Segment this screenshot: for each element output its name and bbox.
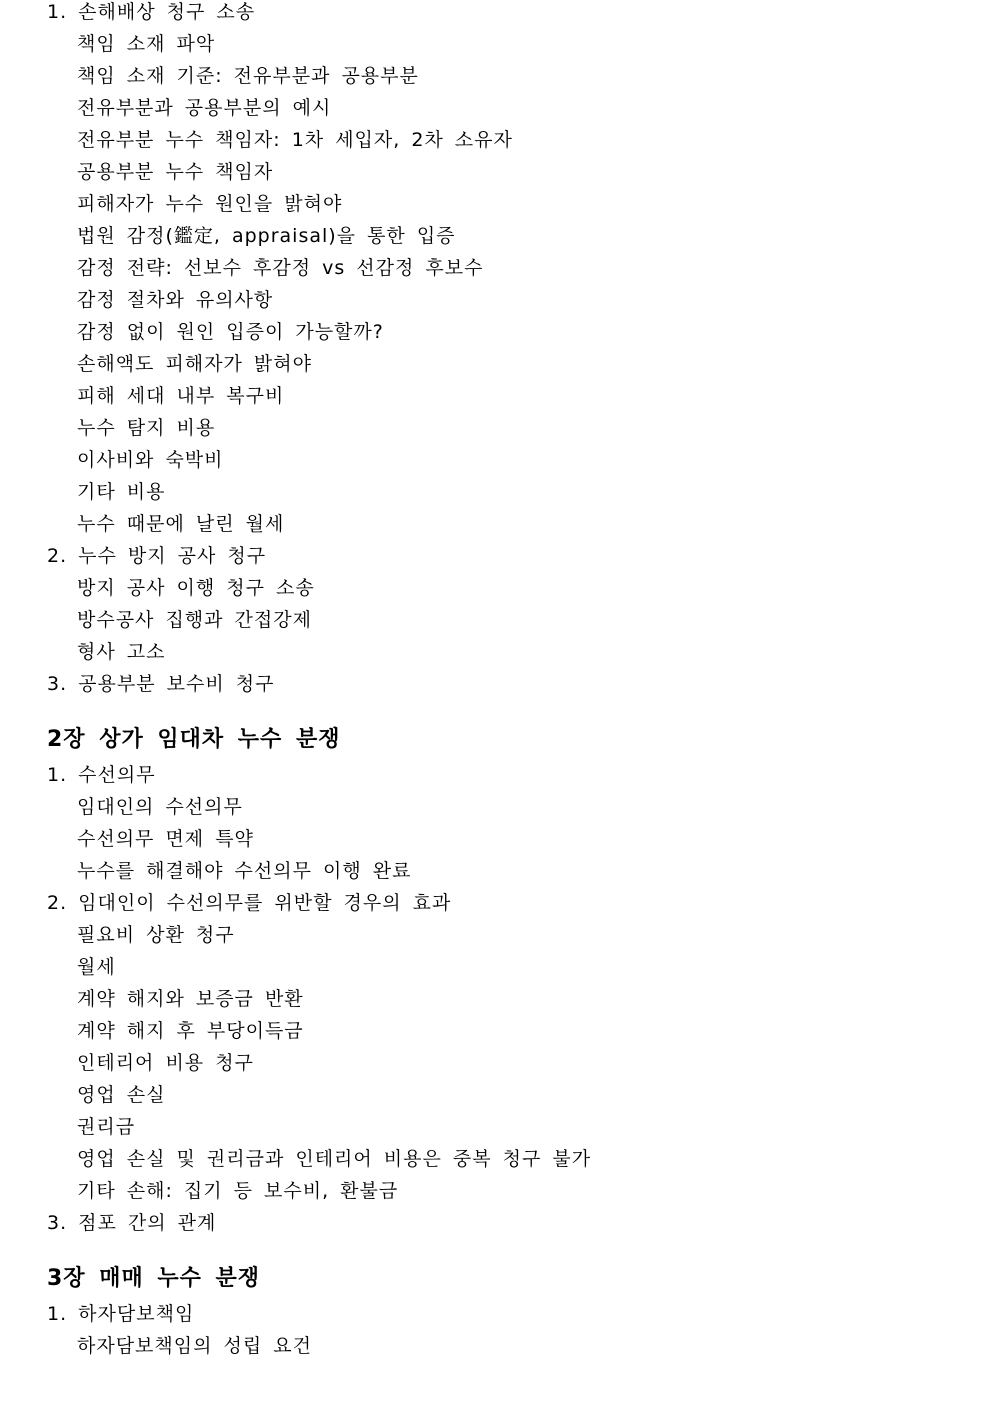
section-heading: 1. 하자담보책임 (47, 1303, 195, 1325)
chapter-heading: 2장 상가 임대차 누수 분쟁 (47, 727, 341, 752)
subsection-item: 인테리어 비용 청구 (77, 1052, 254, 1074)
subsection-item: 법원 감정(鑑定, appraisal)을 통한 입증 (77, 225, 456, 247)
subsection-item: 수선의무 면제 특약 (77, 828, 254, 850)
subsection-item: 영업 손실 (77, 1084, 166, 1106)
subsection-item: 방지 공사 이행 청구 소송 (77, 577, 315, 599)
subsection-item: 이사비와 숙박비 (77, 449, 224, 471)
chapter-heading: 3장 매매 누수 분쟁 (47, 1266, 261, 1291)
subsection-item: 임대인의 수선의무 (77, 796, 243, 818)
subsection-item: 방수공사 집행과 간접강제 (77, 609, 312, 631)
subsection-item: 감정 전략: 선보수 후감정 vs 선감정 후보수 (77, 257, 484, 279)
subsection-item: 계약 해지와 보증금 반환 (77, 988, 304, 1010)
subsection-item: 월세 (77, 956, 116, 978)
section-heading: 3. 공용부분 보수비 청구 (47, 673, 275, 695)
subsection-item: 누수 탐지 비용 (77, 417, 216, 439)
subsection-item: 기타 손해: 집기 등 보수비, 환불금 (77, 1180, 399, 1202)
section-heading: 1. 수선의무 (47, 764, 156, 786)
subsection-item: 누수 때문에 날린 월세 (77, 513, 285, 535)
section-heading: 3. 점포 간의 관계 (47, 1212, 217, 1234)
subsection-item: 피해 세대 내부 복구비 (77, 385, 285, 407)
subsection-item: 필요비 상환 청구 (77, 924, 235, 946)
subsection-item: 피해자가 누수 원인을 밝혀야 (77, 193, 343, 215)
subsection-item: 책임 소재 파악 (77, 33, 216, 55)
subsection-item: 감정 절차와 유의사항 (77, 289, 274, 311)
section-heading: 1. 손해배상 청구 소송 (47, 1, 256, 23)
subsection-item: 영업 손실 및 권리금과 인테리어 비용은 중복 청구 불가 (77, 1148, 592, 1170)
subsection-item: 누수를 해결해야 수선의무 이행 완료 (77, 860, 412, 882)
subsection-item: 감정 없이 원인 입증이 가능할까? (77, 321, 384, 343)
subsection-item: 공용부분 누수 책임자 (77, 161, 274, 183)
subsection-item: 전유부분과 공용부분의 예시 (77, 97, 332, 119)
subsection-item: 형사 고소 (77, 641, 166, 663)
subsection-item: 하자담보책임의 성립 요건 (77, 1335, 312, 1357)
section-heading: 2. 임대인이 수선의무를 위반할 경우의 효과 (47, 892, 452, 914)
subsection-item: 책임 소재 기준: 전유부분과 공용부분 (77, 65, 419, 87)
subsection-item: 기타 비용 (77, 481, 166, 503)
subsection-item: 권리금 (77, 1116, 136, 1138)
subsection-item: 손해액도 피해자가 밝혀야 (77, 353, 312, 375)
subsection-item: 전유부분 누수 책임자: 1차 세입자, 2차 소유자 (77, 129, 513, 151)
subsection-item: 계약 해지 후 부당이득금 (77, 1020, 304, 1042)
section-heading: 2. 누수 방지 공사 청구 (47, 545, 267, 567)
